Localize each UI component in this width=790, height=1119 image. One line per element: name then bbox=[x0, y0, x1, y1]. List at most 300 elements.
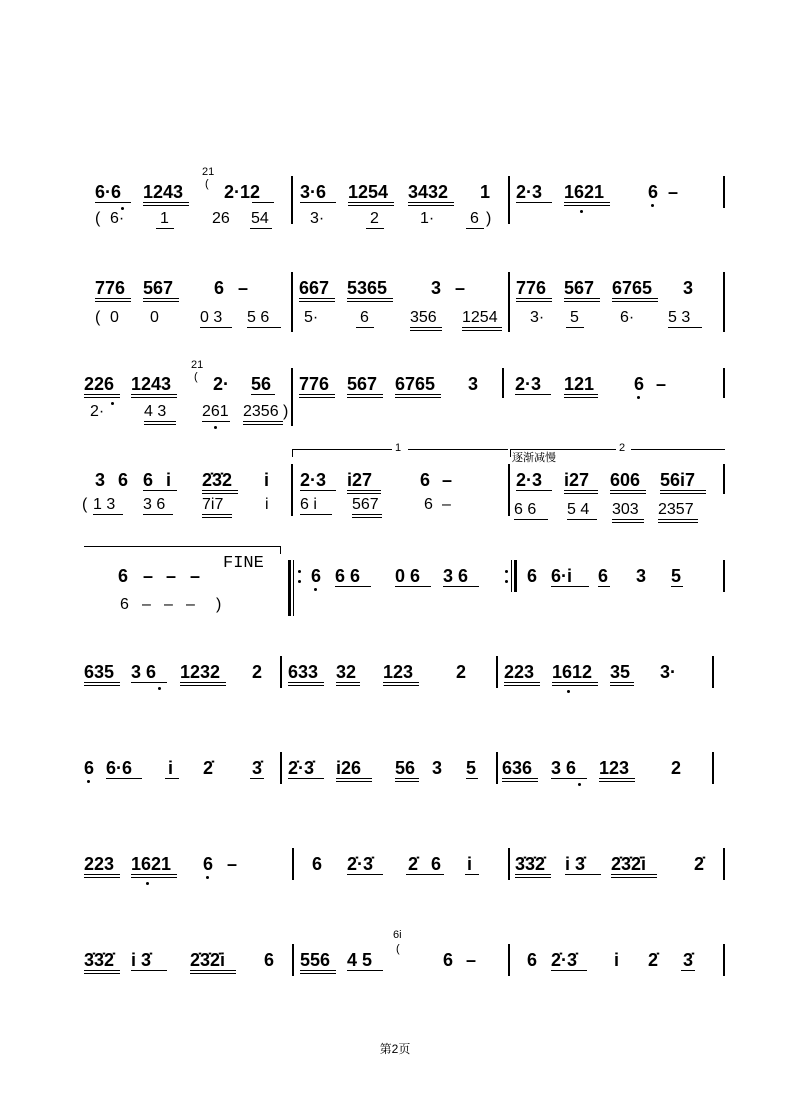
accomp-note: 54 bbox=[251, 210, 269, 227]
underline bbox=[551, 778, 587, 779]
dash: – bbox=[466, 950, 477, 970]
note-group: 606 bbox=[610, 470, 641, 490]
note: 6 bbox=[598, 566, 609, 586]
dash: – bbox=[186, 596, 195, 613]
fine-mark: FINE bbox=[223, 554, 264, 573]
underline bbox=[599, 781, 635, 782]
note-group: 3̇3̇2̇ bbox=[84, 950, 115, 970]
accomp-note: i bbox=[265, 496, 269, 513]
barline bbox=[508, 464, 510, 516]
accomp-note: 6· bbox=[110, 210, 125, 227]
paren-open: ( bbox=[95, 210, 101, 227]
dash: – bbox=[455, 278, 466, 298]
barline bbox=[502, 368, 504, 398]
repeat-barline bbox=[514, 560, 517, 592]
note: 2 bbox=[456, 662, 467, 682]
underline bbox=[84, 682, 120, 683]
underline bbox=[408, 205, 454, 206]
underline bbox=[395, 586, 431, 587]
paren-open: ( bbox=[95, 309, 101, 326]
note: 6 bbox=[527, 566, 538, 586]
grace-note: 21 bbox=[202, 166, 215, 178]
underline bbox=[143, 490, 177, 491]
accomp-note: 6 6 bbox=[514, 501, 537, 518]
volta-line bbox=[84, 546, 280, 547]
note-group: 1 bbox=[480, 182, 491, 202]
underline bbox=[180, 682, 226, 683]
note: 6 bbox=[443, 950, 454, 970]
underline bbox=[131, 394, 177, 395]
underline bbox=[564, 490, 598, 491]
dash: – bbox=[238, 278, 249, 298]
accomp-note: 6 bbox=[424, 496, 433, 513]
underline bbox=[299, 298, 335, 299]
underline bbox=[668, 327, 702, 328]
note: 5 bbox=[671, 566, 682, 586]
repeat-dot bbox=[505, 570, 508, 573]
underline bbox=[611, 874, 657, 875]
underline bbox=[95, 298, 131, 299]
underline bbox=[408, 202, 454, 203]
note-group: 2·3 bbox=[300, 470, 327, 490]
note-group: 123 bbox=[599, 758, 630, 778]
underline bbox=[243, 421, 283, 422]
note-group: i 3̇ bbox=[131, 950, 152, 970]
note-group: 3·6 bbox=[300, 182, 327, 202]
note-group: 3 bbox=[683, 278, 694, 298]
note-group: 3 6 bbox=[551, 758, 577, 778]
barline bbox=[508, 848, 510, 880]
underline bbox=[383, 682, 419, 683]
note-group: 2̇3̇2̇i bbox=[190, 950, 226, 970]
underline bbox=[610, 493, 646, 494]
note-group: 567 bbox=[143, 278, 174, 298]
note-group: 636 bbox=[502, 758, 533, 778]
note: 6 bbox=[84, 758, 95, 778]
underline bbox=[565, 874, 601, 875]
low-octave-dot bbox=[111, 402, 114, 405]
underline bbox=[84, 394, 120, 395]
note-group: 223 bbox=[504, 662, 535, 682]
dash: – bbox=[442, 470, 453, 490]
note-group: 1243 bbox=[131, 374, 172, 394]
note-group: 6 bbox=[634, 374, 645, 394]
note-group: 2̇3̇2̇i bbox=[611, 854, 647, 874]
note: 6 bbox=[118, 470, 129, 490]
repeat-dot bbox=[505, 580, 508, 583]
note: 6 bbox=[311, 566, 322, 586]
low-octave-dot bbox=[580, 210, 583, 213]
accomp-note: 5 bbox=[570, 309, 579, 326]
barline bbox=[723, 848, 725, 880]
underline bbox=[202, 493, 238, 494]
underline bbox=[410, 327, 442, 328]
underline bbox=[288, 778, 324, 779]
low-octave-dot bbox=[314, 588, 317, 591]
note-group: 35 bbox=[610, 662, 631, 682]
underline bbox=[190, 970, 236, 971]
barline bbox=[508, 176, 510, 224]
repeat-barline bbox=[288, 560, 291, 616]
grace-slur: ( bbox=[205, 178, 209, 190]
accomp-note: 0 bbox=[150, 309, 159, 326]
note-group: 4 5 bbox=[347, 950, 373, 970]
underline bbox=[515, 394, 551, 395]
dash: – bbox=[190, 566, 201, 586]
underline bbox=[516, 301, 552, 302]
underline bbox=[144, 421, 176, 422]
underline bbox=[551, 586, 589, 587]
note: 3· bbox=[660, 662, 677, 682]
underline bbox=[660, 493, 706, 494]
underline bbox=[143, 301, 179, 302]
volta-line bbox=[510, 449, 616, 450]
underline bbox=[515, 877, 551, 878]
accomp-note: 303 bbox=[612, 501, 639, 518]
underline bbox=[288, 685, 324, 686]
barline bbox=[280, 656, 282, 688]
accomp-note: 2· bbox=[90, 403, 105, 420]
accomp-note: 5 4 bbox=[567, 501, 590, 518]
paren-close: ) bbox=[486, 210, 492, 227]
barline bbox=[291, 272, 293, 332]
barline bbox=[292, 848, 294, 880]
note: 3 bbox=[432, 758, 443, 778]
underline bbox=[95, 202, 131, 203]
note-group: 56i7 bbox=[660, 470, 696, 490]
accomp-note: 1 bbox=[160, 210, 169, 227]
volta-line bbox=[292, 449, 392, 450]
grace-note: 21 bbox=[191, 359, 204, 371]
note-group: 1621 bbox=[564, 182, 605, 202]
underline bbox=[347, 298, 393, 299]
underline bbox=[564, 493, 598, 494]
barline bbox=[712, 656, 714, 688]
underline bbox=[552, 682, 598, 683]
accomp-note: 2357 bbox=[658, 501, 694, 518]
note-group: 776 bbox=[95, 278, 126, 298]
accomp-note: 261 bbox=[202, 403, 229, 420]
note: 6 bbox=[312, 854, 323, 874]
note: 2 bbox=[252, 662, 263, 682]
underline bbox=[247, 327, 281, 328]
underline bbox=[335, 586, 371, 587]
note-group: 633 bbox=[288, 662, 319, 682]
note-group: 2· bbox=[213, 374, 230, 394]
note: 6 bbox=[527, 950, 538, 970]
dash: – bbox=[656, 374, 667, 394]
low-octave-dot bbox=[567, 690, 570, 693]
note-group: 567 bbox=[564, 278, 595, 298]
underline bbox=[502, 778, 538, 779]
accomp-note: 0 bbox=[110, 309, 119, 326]
note-group: 635 bbox=[84, 662, 115, 682]
underline bbox=[610, 682, 634, 683]
underline bbox=[566, 327, 584, 328]
underline bbox=[131, 397, 177, 398]
accomp-note: 6 bbox=[470, 210, 479, 227]
underline bbox=[202, 514, 232, 515]
repeat-barline bbox=[293, 560, 294, 616]
dash: – bbox=[442, 496, 451, 513]
page-number: 第2页 bbox=[379, 1042, 411, 1056]
accomp-note: 5 3 bbox=[668, 309, 691, 326]
underline bbox=[243, 424, 283, 425]
dash: – bbox=[142, 596, 151, 613]
underline bbox=[658, 522, 698, 523]
note: 2̇ bbox=[648, 950, 659, 970]
note: 3̇ bbox=[683, 950, 694, 970]
repeat-dot bbox=[298, 570, 301, 573]
underline bbox=[84, 685, 120, 686]
dash: – bbox=[227, 854, 238, 874]
note-group: 2·3 bbox=[516, 182, 543, 202]
underline bbox=[156, 228, 174, 229]
underline bbox=[356, 327, 374, 328]
underline bbox=[599, 778, 635, 779]
accomp-note: 2 bbox=[370, 210, 379, 227]
underline bbox=[300, 973, 336, 974]
note: 6 bbox=[118, 566, 129, 586]
underline bbox=[336, 781, 372, 782]
low-octave-dot bbox=[651, 204, 654, 207]
note: i bbox=[166, 470, 172, 490]
grace-slur: ( bbox=[396, 943, 400, 955]
underline bbox=[462, 330, 502, 331]
underline bbox=[200, 327, 232, 328]
repeat-barline bbox=[511, 560, 512, 592]
barline bbox=[280, 752, 282, 784]
underline bbox=[299, 394, 335, 395]
underline bbox=[352, 517, 382, 518]
underline bbox=[202, 490, 238, 491]
underline bbox=[348, 205, 394, 206]
underline bbox=[567, 519, 597, 520]
underline bbox=[395, 778, 419, 779]
note: 5 bbox=[466, 758, 477, 778]
accomp-note: 0 3 bbox=[200, 309, 223, 326]
note-group: 6765 bbox=[612, 278, 653, 298]
barline bbox=[291, 368, 293, 426]
underline bbox=[84, 877, 120, 878]
note-group: 776 bbox=[516, 278, 547, 298]
note: 6 bbox=[420, 470, 431, 490]
accomp-note: 356 bbox=[410, 309, 437, 326]
underline bbox=[465, 874, 479, 875]
barline bbox=[291, 176, 293, 224]
low-octave-dot bbox=[158, 687, 161, 690]
accomp-note: 1· bbox=[420, 210, 435, 227]
underline bbox=[406, 874, 444, 875]
underline bbox=[300, 490, 336, 491]
note-group: 6765 bbox=[395, 374, 436, 394]
volta-bracket bbox=[292, 449, 293, 457]
note: 3 bbox=[95, 470, 106, 490]
paren-close: ) bbox=[216, 596, 222, 613]
note-group: 3̇3̇2̇ bbox=[515, 854, 546, 874]
underline bbox=[443, 586, 479, 587]
note: 3̇ bbox=[252, 758, 263, 778]
underline bbox=[131, 682, 167, 683]
underline bbox=[462, 327, 502, 328]
note-group: 6 bbox=[214, 278, 225, 298]
note-group: 6 bbox=[648, 182, 659, 202]
underline bbox=[383, 685, 419, 686]
accomp-note: 5· bbox=[304, 309, 319, 326]
note-group: 6·i bbox=[551, 566, 573, 586]
underline bbox=[347, 301, 393, 302]
note-group: 223 bbox=[84, 854, 115, 874]
accomp-note: 2356 bbox=[243, 403, 279, 420]
underline bbox=[612, 301, 658, 302]
note: i bbox=[264, 470, 270, 490]
dash: – bbox=[143, 566, 154, 586]
accomp-note: 1254 bbox=[462, 309, 498, 326]
underline bbox=[516, 202, 552, 203]
underline bbox=[336, 778, 372, 779]
accomp-note: 3· bbox=[310, 210, 325, 227]
note-group: 2̇·3̇ bbox=[347, 854, 374, 874]
accomp-note: 5 6 bbox=[247, 309, 270, 326]
underline bbox=[466, 778, 478, 779]
underline bbox=[466, 228, 484, 229]
accomp-note: 7i7 bbox=[202, 496, 224, 513]
underline bbox=[347, 493, 381, 494]
volta-bracket bbox=[510, 449, 511, 457]
underline bbox=[93, 514, 123, 515]
barline bbox=[723, 272, 725, 332]
underline bbox=[143, 514, 173, 515]
accomp-note: 4 3 bbox=[144, 403, 167, 420]
paren-close: ) bbox=[283, 403, 289, 420]
low-octave-dot bbox=[206, 876, 209, 879]
underline bbox=[144, 424, 176, 425]
underline bbox=[300, 514, 332, 515]
accomp-note: 6 bbox=[360, 309, 369, 326]
underline bbox=[288, 682, 324, 683]
note-group: i 3̇ bbox=[565, 854, 586, 874]
underline bbox=[610, 685, 634, 686]
volta-bracket bbox=[280, 546, 281, 554]
underline bbox=[95, 301, 131, 302]
underline bbox=[551, 970, 587, 971]
underline bbox=[252, 202, 274, 203]
note-group: 32 bbox=[336, 662, 357, 682]
underline bbox=[564, 397, 598, 398]
note-group: 1254 bbox=[348, 182, 389, 202]
low-octave-dot bbox=[637, 396, 640, 399]
low-octave-dot bbox=[87, 780, 90, 783]
underline bbox=[502, 781, 538, 782]
note-group: 6·6 bbox=[106, 758, 133, 778]
note: 2̇ bbox=[694, 854, 705, 874]
underline bbox=[300, 202, 336, 203]
volta-line bbox=[408, 449, 508, 450]
low-octave-dot bbox=[146, 882, 149, 885]
underline bbox=[681, 970, 695, 971]
accomp-note: 3 6 bbox=[143, 496, 166, 513]
underline bbox=[564, 298, 600, 299]
underline bbox=[504, 682, 540, 683]
note: 6 bbox=[143, 470, 154, 490]
note-group: 6·6 bbox=[95, 182, 122, 202]
note-group: 6 6 bbox=[335, 566, 361, 586]
underline bbox=[564, 394, 598, 395]
underline bbox=[202, 421, 230, 422]
barline bbox=[723, 368, 725, 398]
dash: – bbox=[668, 182, 679, 202]
barline bbox=[508, 944, 510, 976]
note-group: i27 bbox=[347, 470, 373, 490]
underline bbox=[84, 874, 120, 875]
barline bbox=[723, 560, 725, 592]
barline bbox=[712, 752, 714, 784]
note: i bbox=[467, 854, 473, 874]
note-group: 2·3 bbox=[516, 470, 543, 490]
note-group: 1621 bbox=[131, 854, 172, 874]
underline bbox=[131, 874, 177, 875]
underline bbox=[348, 202, 394, 203]
note: i bbox=[614, 950, 620, 970]
underline bbox=[143, 298, 179, 299]
underline bbox=[250, 228, 272, 229]
barline bbox=[496, 656, 498, 688]
note-group: 3 6 bbox=[131, 662, 157, 682]
note-group: 0 6 bbox=[395, 566, 421, 586]
note-group: 123 bbox=[383, 662, 414, 682]
note-group: 226 bbox=[84, 374, 115, 394]
accomp-note: 6 bbox=[120, 596, 129, 613]
note-group: 56 bbox=[251, 374, 272, 394]
underline bbox=[190, 973, 236, 974]
underline bbox=[106, 778, 142, 779]
accomp-note: 26 bbox=[212, 210, 230, 227]
underline bbox=[336, 685, 360, 686]
underline bbox=[395, 394, 441, 395]
underline bbox=[410, 330, 442, 331]
barline bbox=[496, 752, 498, 784]
note-group: i27 bbox=[564, 470, 590, 490]
underline bbox=[612, 298, 658, 299]
underline bbox=[658, 519, 698, 520]
underline bbox=[251, 394, 275, 395]
note-group: 2̇·3̇ bbox=[288, 758, 315, 778]
underline bbox=[504, 685, 540, 686]
barline bbox=[723, 944, 725, 976]
underline bbox=[347, 394, 383, 395]
note: 6 bbox=[203, 854, 214, 874]
underline bbox=[347, 490, 381, 491]
underline bbox=[552, 685, 598, 686]
low-octave-dot bbox=[214, 426, 217, 429]
note-group: 776 bbox=[299, 374, 330, 394]
underline bbox=[180, 685, 226, 686]
underline bbox=[395, 397, 441, 398]
underline bbox=[300, 970, 336, 971]
dash: – bbox=[166, 566, 177, 586]
note-group: 3 6 bbox=[443, 566, 469, 586]
note-group: 121 bbox=[564, 374, 595, 394]
underline bbox=[671, 586, 683, 587]
accomp-note: 3· bbox=[530, 309, 545, 326]
underline bbox=[347, 397, 383, 398]
note: 2 bbox=[671, 758, 682, 778]
accomp-note: 1 3 bbox=[93, 496, 116, 513]
barline bbox=[723, 176, 725, 208]
underline bbox=[598, 586, 610, 587]
underline bbox=[612, 522, 644, 523]
note: 6 bbox=[431, 854, 442, 874]
